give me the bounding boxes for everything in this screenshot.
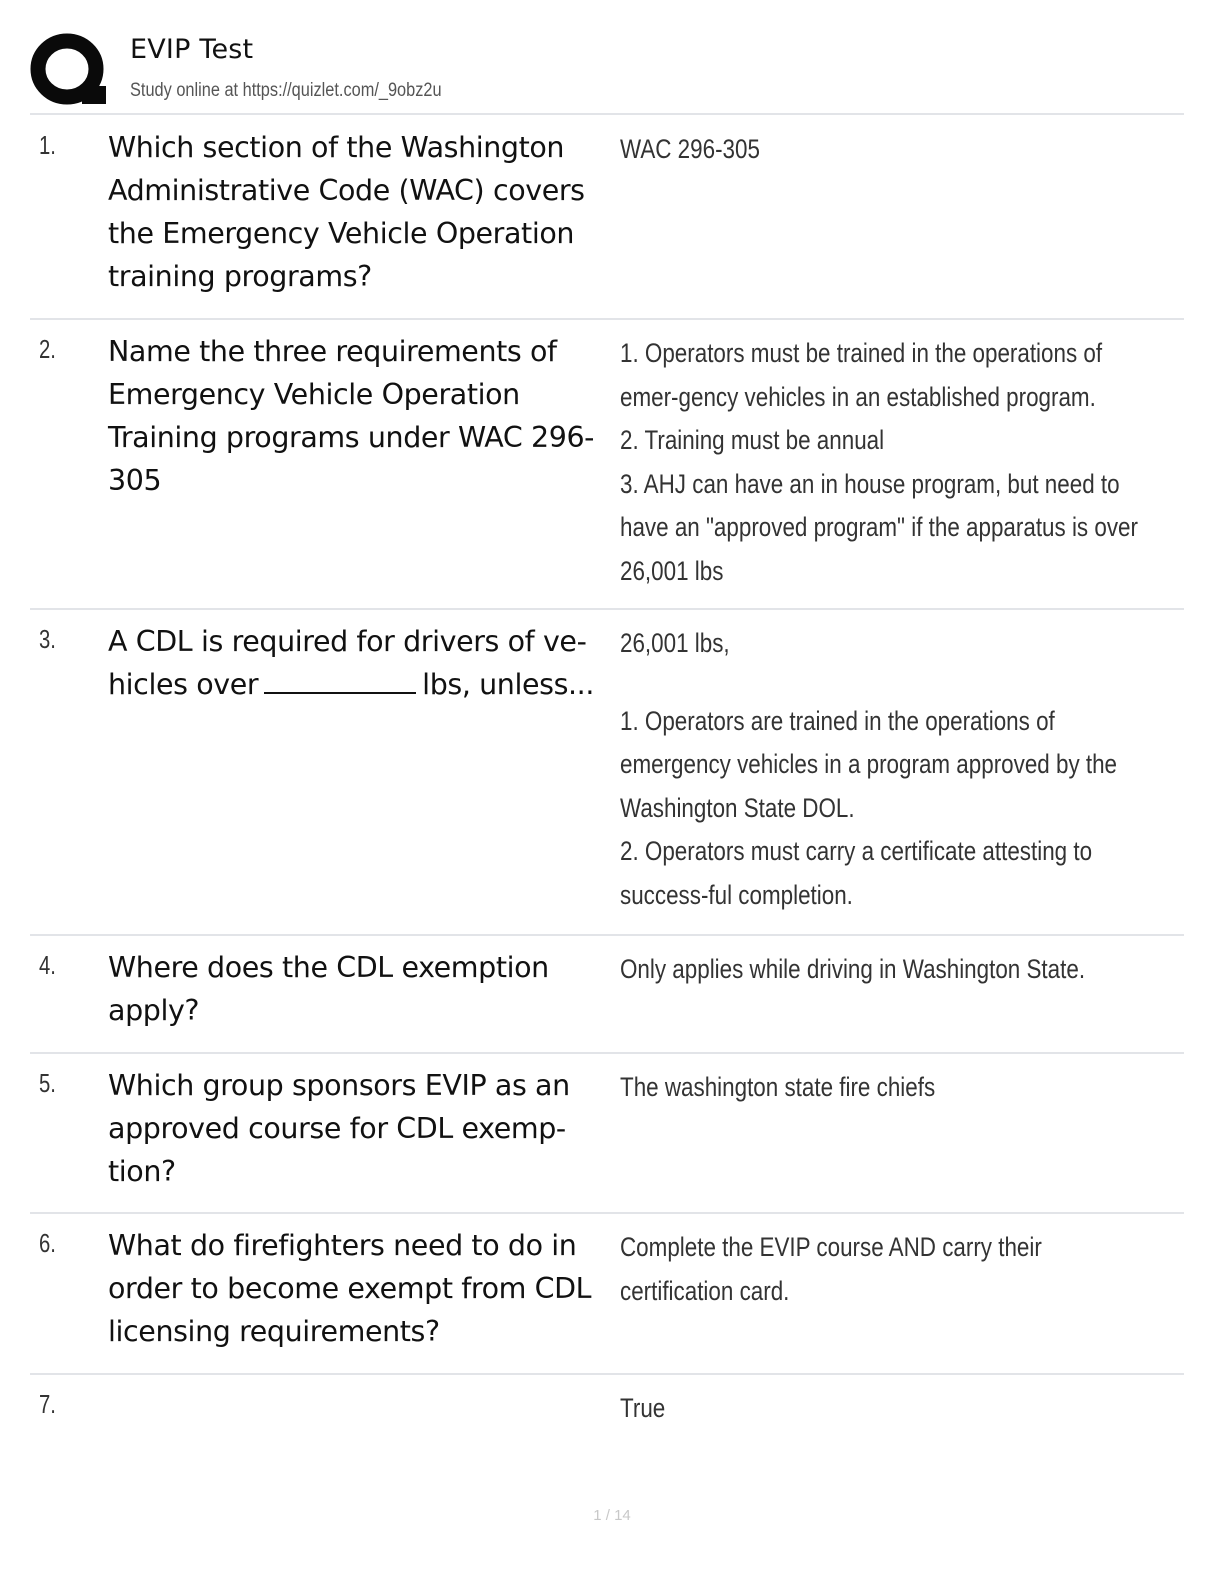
answer-line: Only applies while driving in Washington State. [620,954,1086,984]
answer-line: 1. Operators are trained in the operations of emergency vehicles in a program approved by the Washington State DOL. [620,705,1118,823]
card-answer [620,1226,1160,1313]
card-question: Name the three requirements of Emergency Vehicle Operation Training programs under WAC 296-305 [108,335,595,497]
answer-line: 1. Operators must be trained in the operations of emer-gency vehicles in an established program. [620,338,1103,412]
answer-line: The washington state fire chiefs [620,1072,936,1102]
fill-in-blank [264,664,416,694]
flashcard-row [30,116,1184,320]
question-text-before-blank: A CDL is required for drivers of ve-hicles over [108,625,587,701]
card-number: 1. [39,130,56,160]
card-answer [620,948,1160,992]
card-number: 3. [39,624,56,654]
card-question: What do firefighters need to do in order to become exempt from CDL licensing requirements? [108,1229,592,1348]
flashcard-row [30,1214,1184,1375]
card-number: 5. [39,1068,56,1098]
card-answer [620,128,1160,172]
card-question: Which group sponsors EVIP as an approved course for CDL exemp-tion? [108,1069,570,1188]
flashcard-row [30,610,1184,936]
card-answer [620,622,1160,917]
answer-line: Complete the EVIP course AND carry their certification card. [620,1232,1042,1306]
card-number: 2. [39,334,56,364]
card-answer [620,332,1160,593]
card-question: Which section of the Washington Administrative Code (WAC) covers the Emergency Vehicle Operation training programs? [108,131,585,293]
flashcard-row [30,320,1184,610]
answer-line: 3. AHJ can have an in house program, but need to have an "approved program" if the apparatus is over 26,001 lbs [620,468,1138,586]
quizlet-q-logo-icon [30,32,108,108]
flashcard-row [30,1375,1184,1475]
flashcard-row [30,936,1184,1054]
document-header [30,28,1184,114]
answer-line: WAC 296-305 [620,134,760,164]
card-answer [620,1387,1160,1431]
flashcard-row [30,1054,1184,1214]
card-question: Where does the CDL exemption apply? [108,951,549,1027]
document-title: EVIP Test [130,34,254,65]
card-answer [620,1066,1160,1110]
card-number: 4. [39,950,56,980]
page-indicator: 1 / 14 [593,1507,631,1524]
answer-line: True [620,1393,666,1423]
card-number: 6. [39,1228,56,1258]
study-online-link[interactable]: Study online at https://quizlet.com/_9obz2u [130,80,442,101]
header-divider [30,113,1184,115]
question-text-after-blank: lbs, unless... [422,668,595,701]
card-question [108,620,613,706]
answer-line: 2. Training must be annual [620,425,885,455]
card-number: 7. [39,1389,56,1419]
answer-line: 2. Operators must carry a certificate attesting to success-ful completion. [620,836,1093,910]
answer-line: 26,001 lbs, [620,628,730,658]
